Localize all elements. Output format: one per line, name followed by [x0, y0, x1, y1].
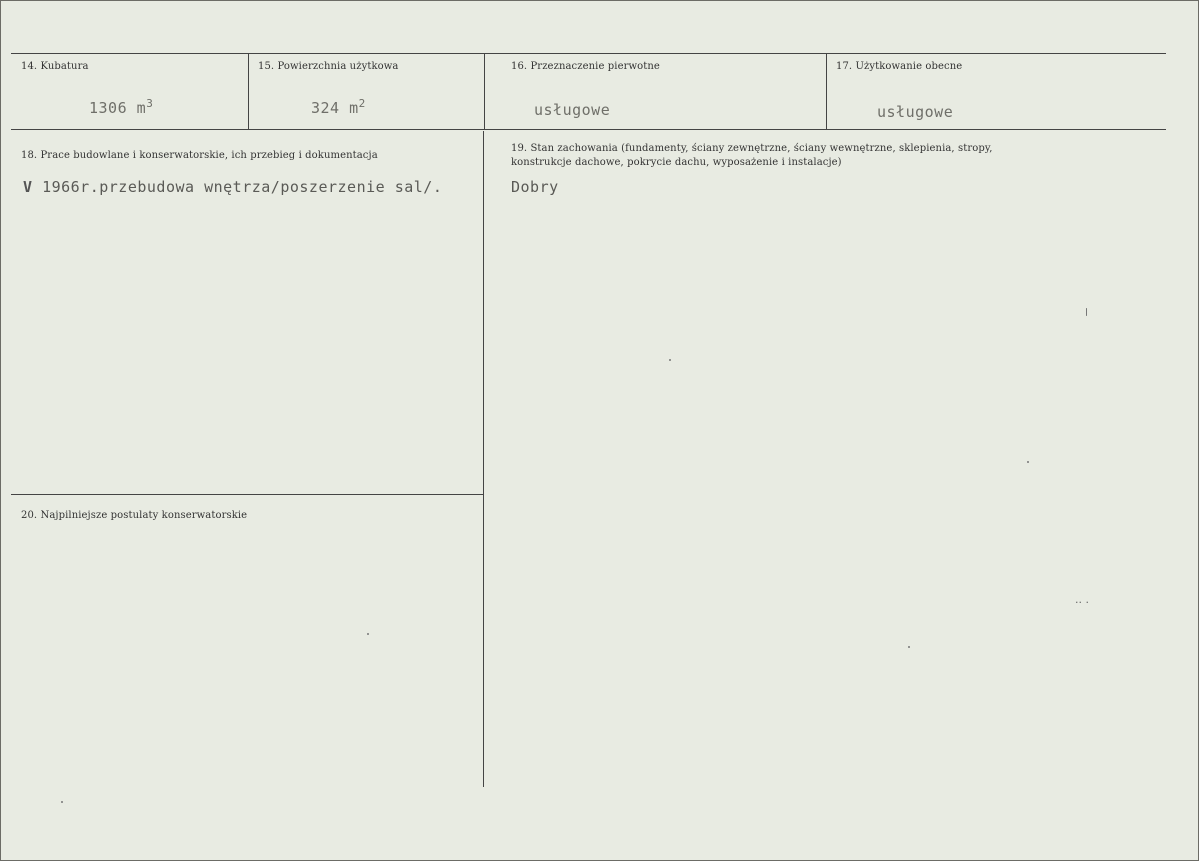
field-20-label: 20. Najpilniejsze postulaty konserwatorskie [21, 510, 248, 521]
divider-16-17 [826, 53, 827, 129]
speck [1027, 461, 1029, 463]
field-16-value: usługowe [534, 101, 611, 119]
field-14-number: 1306 [89, 99, 128, 117]
field-15-unit: m [349, 99, 359, 117]
section-18-bottom-rule [11, 494, 483, 495]
field-14-exponent: 3 [146, 97, 154, 110]
divider-14-15 [248, 53, 249, 129]
field-16-label: 16. Przeznaczenie pierwotne [511, 61, 660, 72]
field-15-number: 324 [311, 99, 340, 117]
top-rule [11, 53, 1166, 54]
field-18-value: 1966r.przebudowa wnętrza/poszerzenie sal/. [42, 178, 443, 196]
row1-bottom-rule [11, 129, 1166, 130]
speck [1086, 308, 1087, 316]
speck [669, 359, 671, 361]
field-19-value: Dobry [511, 178, 559, 196]
field-18-label: 18. Prace budowlane i konserwatorskie, ich przebieg i dokumentacja [21, 150, 378, 161]
field-14-unit: m [136, 99, 147, 117]
field-15-exponent: 2 [358, 97, 366, 110]
field-17-value: usługowe [877, 103, 954, 121]
field-18-value-line [23, 178, 442, 196]
scribble-mark: ·· · [1075, 596, 1089, 609]
speck [908, 646, 910, 648]
field-19-label-line1: 19. Stan zachowania (fundamenty, ściany zewnętrzne, ściany wewnętrzne, sklepienia, stropy, [511, 143, 993, 154]
field-17-label: 17. Użytkowanie obecne [836, 61, 963, 72]
speck [367, 633, 369, 635]
field-15-label: 15. Powierzchnia użytkowa [258, 61, 399, 72]
divider-15-16 [484, 53, 485, 129]
speck [61, 801, 63, 803]
field-14-label: 14. Kubatura [21, 61, 89, 72]
field-19-label-line2: konstrukcje dachowe, pokrycie dachu, wyposażenie i instalacje) [511, 157, 842, 168]
field-19-label [511, 142, 1071, 170]
divider-main [483, 131, 484, 787]
field-14-value [89, 97, 153, 117]
field-15-value [311, 97, 366, 117]
checkmark-icon: V [23, 178, 33, 196]
